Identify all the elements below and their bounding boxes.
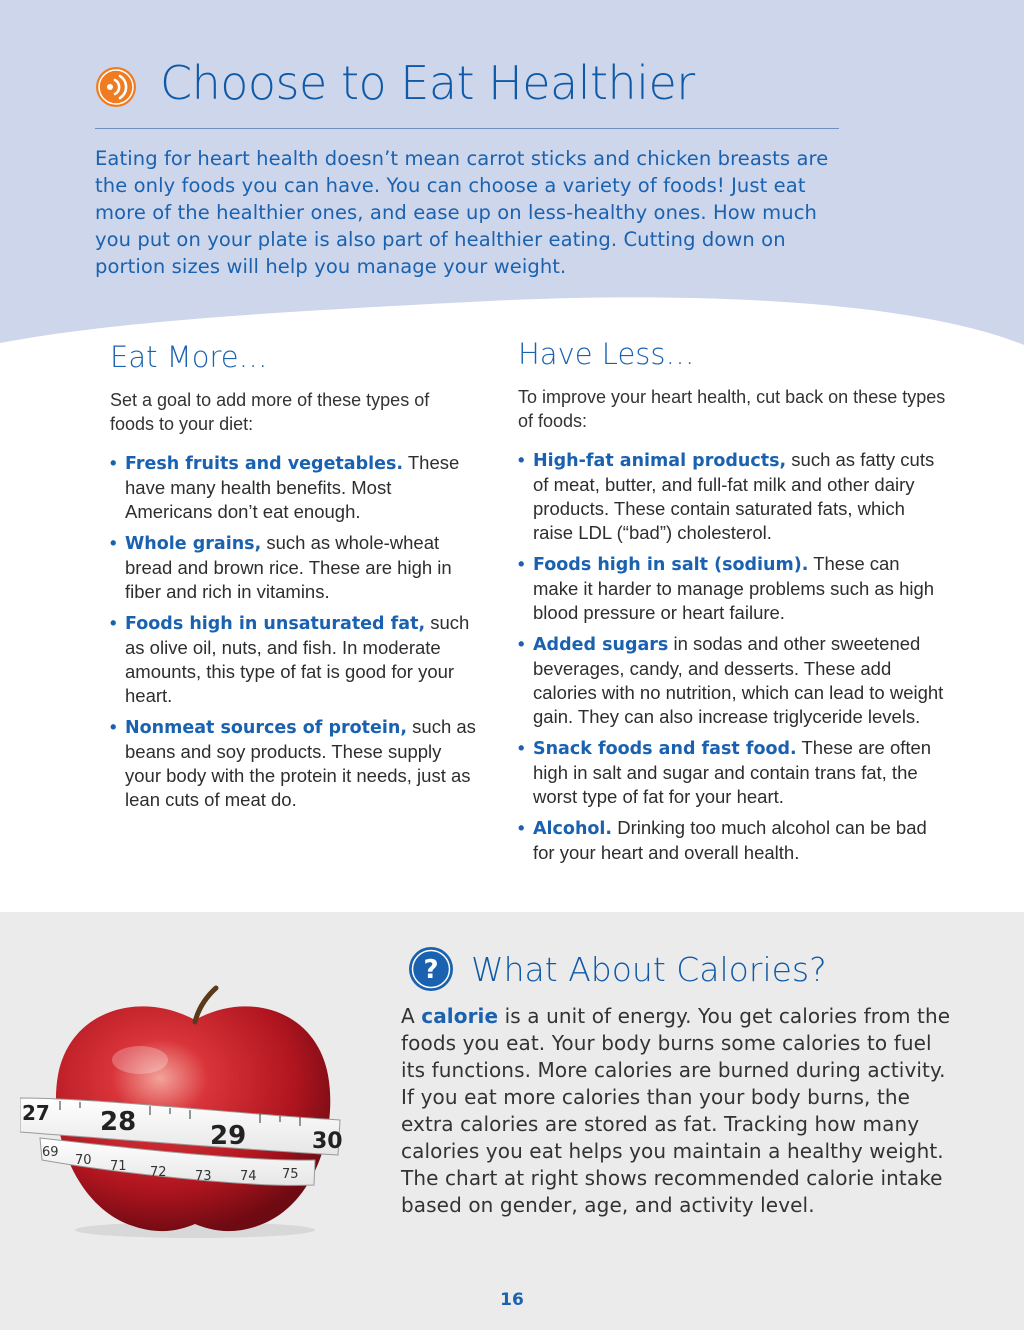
tape-number: 69	[42, 1145, 59, 1160]
audio-speaker-icon	[95, 66, 137, 108]
item-term: Foods high in salt (sodium).	[533, 555, 809, 575]
apple-tape-measure-image	[20, 980, 350, 1240]
have-less-lead: To improve your heart health, cut back on these types of foods:	[518, 387, 946, 431]
item-term: Added sugars	[533, 635, 669, 655]
item-text: in sodas and other sweetened beverages, candy, and desserts. These add calories with no nutrition, which can lead to weight gain. They can also increase triglyceride levels.	[533, 633, 944, 727]
bullet-icon: •	[518, 633, 525, 654]
list-item	[518, 632, 948, 729]
bullet-icon: •	[518, 553, 525, 574]
page-number: 16	[500, 1290, 524, 1310]
calorie-term: calorie	[421, 1004, 499, 1028]
tape-number: 71	[110, 1159, 127, 1174]
tape-number: 72	[150, 1165, 167, 1180]
bullet-icon: •	[110, 716, 117, 737]
have-less-list	[518, 448, 948, 872]
list-item	[518, 448, 948, 545]
list-item	[110, 451, 480, 524]
list-item	[518, 816, 948, 865]
list-item	[110, 531, 480, 604]
bullet-icon: •	[518, 449, 525, 470]
svg-text:?: ?	[423, 955, 439, 985]
bullet-icon: •	[518, 737, 525, 758]
item-term: Whole grains,	[125, 534, 262, 554]
calories-heading: What About Calories?	[471, 950, 827, 989]
item-text: These can make it harder to manage problems such as high blood pressure or heart failure.	[533, 553, 935, 623]
eat-more-heading: Eat More…	[110, 340, 268, 374]
item-text: such as whole-wheat bread and brown rice. These are high in fiber and rich in vitamins.	[125, 532, 452, 602]
tape-number: 75	[282, 1167, 299, 1182]
item-text: such as beans and soy products. These supply your body with the protein it needs, just as lean cuts of meat do.	[125, 716, 476, 810]
item-term: Alcohol.	[533, 819, 613, 839]
list-item	[518, 552, 948, 625]
item-term: Foods high in unsaturated fat,	[125, 614, 426, 634]
calories-text: is a unit of energy. You get calories from the foods you eat. Your body burns some calories to fuel its functions. More calories are burned during activity. If you eat more calories than your body burns, the extra calories are stored as fat. Tracking how many calories you eat helps you maintain a healthy weight. The chart at right shows recommended calorie intake based on gender, age, and activity level.	[401, 1004, 951, 1217]
item-text: These have many health benefits. Most Americans don’t eat enough.	[125, 452, 460, 522]
tape-number: 30	[312, 1129, 343, 1154]
item-text: These are often high in salt and sugar and contain trans fat, the worst type of fat for your heart.	[533, 737, 932, 807]
bullet-icon: •	[110, 452, 117, 473]
calories-paragraph	[401, 1003, 961, 1219]
item-text: such as fatty cuts of meat, butter, and full-fat milk and other dairy products. These contain saturated fats, which raise LDL (“bad”) cholesterol.	[533, 449, 935, 543]
tape-number: 27	[22, 1101, 50, 1125]
title-divider	[95, 128, 839, 129]
item-term: Snack foods and fast food.	[533, 739, 797, 759]
list-item	[110, 611, 480, 708]
bullet-icon: •	[110, 532, 117, 553]
tape-number: 28	[100, 1107, 137, 1137]
item-term: Nonmeat sources of protein,	[125, 718, 408, 738]
calories-text: A	[401, 1004, 422, 1028]
item-text: such as olive oil, nuts, and fish. In moderate amounts, this type of fat is good for your heart.	[125, 612, 470, 706]
page-title: Choose to Eat Healthier	[160, 56, 695, 110]
tape-number: 29	[210, 1121, 247, 1151]
list-item	[518, 736, 948, 809]
tape-number: 74	[240, 1169, 257, 1184]
have-less-heading: Have Less…	[518, 337, 695, 371]
item-text: Drinking too much alcohol can be bad for your heart and overall health.	[533, 817, 927, 863]
intro-paragraph: Eating for heart health doesn’t mean carrot sticks and chicken breasts are the only foods you can have. You can choose a variety of foods! Just eat more of the healthier ones, and ease up on less-healthy ones. How much you put on your plate is also part of healthier eating. Cutting down on portion sizes will help you manage your weight.	[95, 147, 829, 278]
tape-number: 70	[75, 1153, 92, 1168]
question-icon	[408, 946, 454, 992]
item-term: Fresh fruits and vegetables.	[125, 454, 404, 474]
item-term: High-fat animal products,	[533, 451, 787, 471]
tape-number: 73	[195, 1169, 212, 1184]
list-item	[110, 715, 480, 812]
bullet-icon: •	[110, 612, 117, 633]
eat-more-list	[110, 451, 480, 819]
bullet-icon: •	[518, 817, 525, 838]
eat-more-lead: Set a goal to add more of these types of foods to your diet:	[110, 390, 430, 434]
